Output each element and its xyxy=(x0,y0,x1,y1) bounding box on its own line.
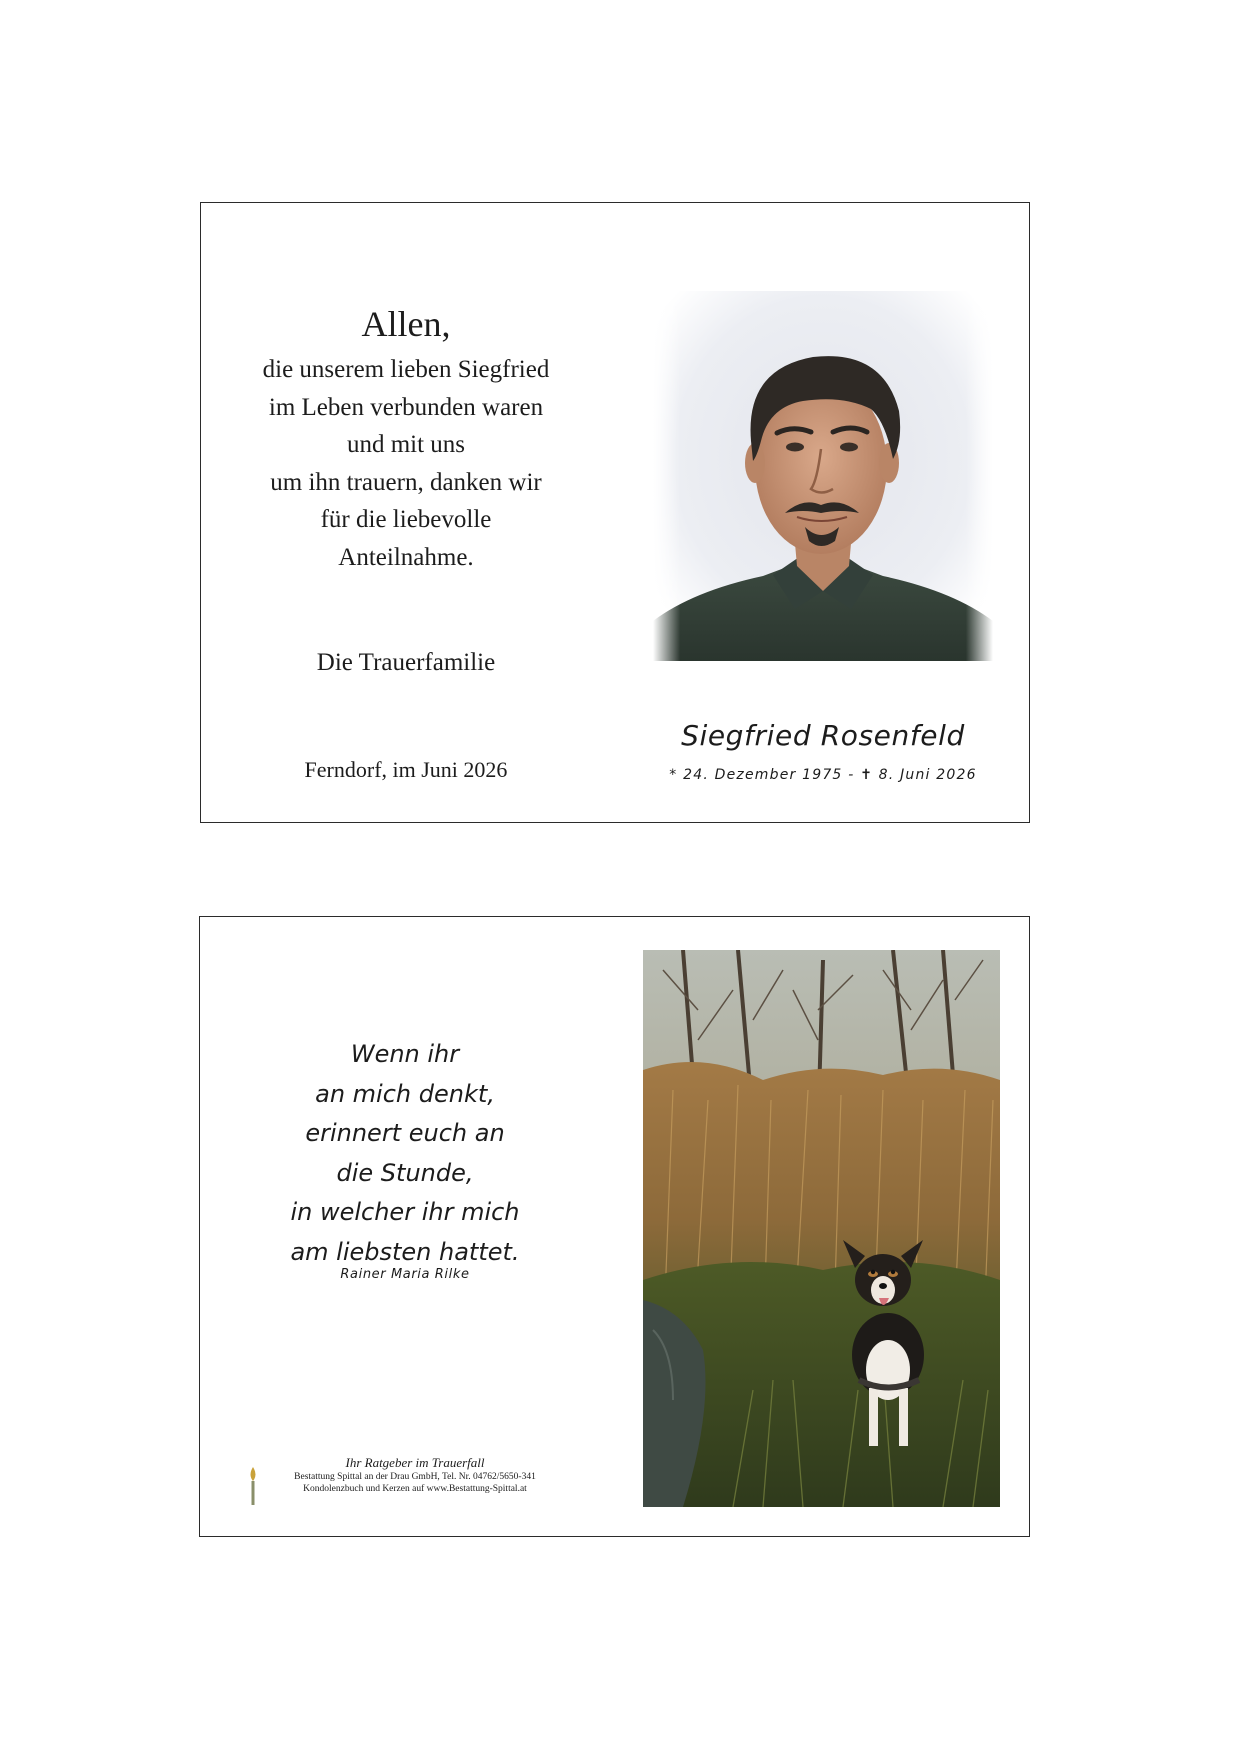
funeral-tagline: Ihr Ratgeber im Trauerfall xyxy=(345,1455,485,1470)
thanks-line: im Leben verbunden waren xyxy=(268,393,544,421)
card-heading: Allen, xyxy=(361,304,451,344)
life-dates: * 24. Dezember 1975 - ✝ 8. Juni 2026 xyxy=(669,767,977,783)
deceased-name: Siegfried Rosenfeld xyxy=(681,719,965,752)
poem-line: erinnert euch an xyxy=(305,1119,505,1147)
poem-card xyxy=(199,916,1030,1537)
funeral-home-imprint xyxy=(240,1455,560,1515)
poem-line: an mich denkt, xyxy=(315,1079,495,1108)
thanks-line: Anteilnahme. xyxy=(338,543,474,571)
poem-line: am liebsten hattet. xyxy=(290,1237,520,1266)
funeral-website: Kondolenzbuch und Kerzen auf www.Bestattung-Spittal.at xyxy=(303,1484,527,1494)
poem-line: die Stunde, xyxy=(336,1158,474,1187)
place-and-date: Ferndorf, im Juni 2026 xyxy=(304,757,508,782)
poem-author: Rainer Maria Rilke xyxy=(340,1267,470,1282)
thanks-line: die unserem lieben Siegfried xyxy=(262,356,550,383)
thanks-line: um ihn trauern, danken wir xyxy=(270,468,542,496)
funeral-contact: Bestattung Spittal an der Drau GmbH, Tel. Nr. 04762/5650-341 xyxy=(294,1472,536,1482)
landscape-photo-with-dog xyxy=(643,950,1000,1507)
poem-line: Wenn ihr xyxy=(350,1040,460,1068)
thank-you-card xyxy=(200,202,1030,823)
poem-line: in welcher ihr mich xyxy=(290,1198,520,1226)
thanks-line: für die liebevolle xyxy=(320,506,492,533)
portrait-photo xyxy=(653,291,993,661)
thanks-message xyxy=(201,351,611,576)
poem xyxy=(245,1035,565,1272)
thanks-line: und mit uns xyxy=(346,431,466,458)
signature-family: Die Trauerfamilie xyxy=(316,649,496,676)
candle-flame-icon xyxy=(246,1465,260,1505)
